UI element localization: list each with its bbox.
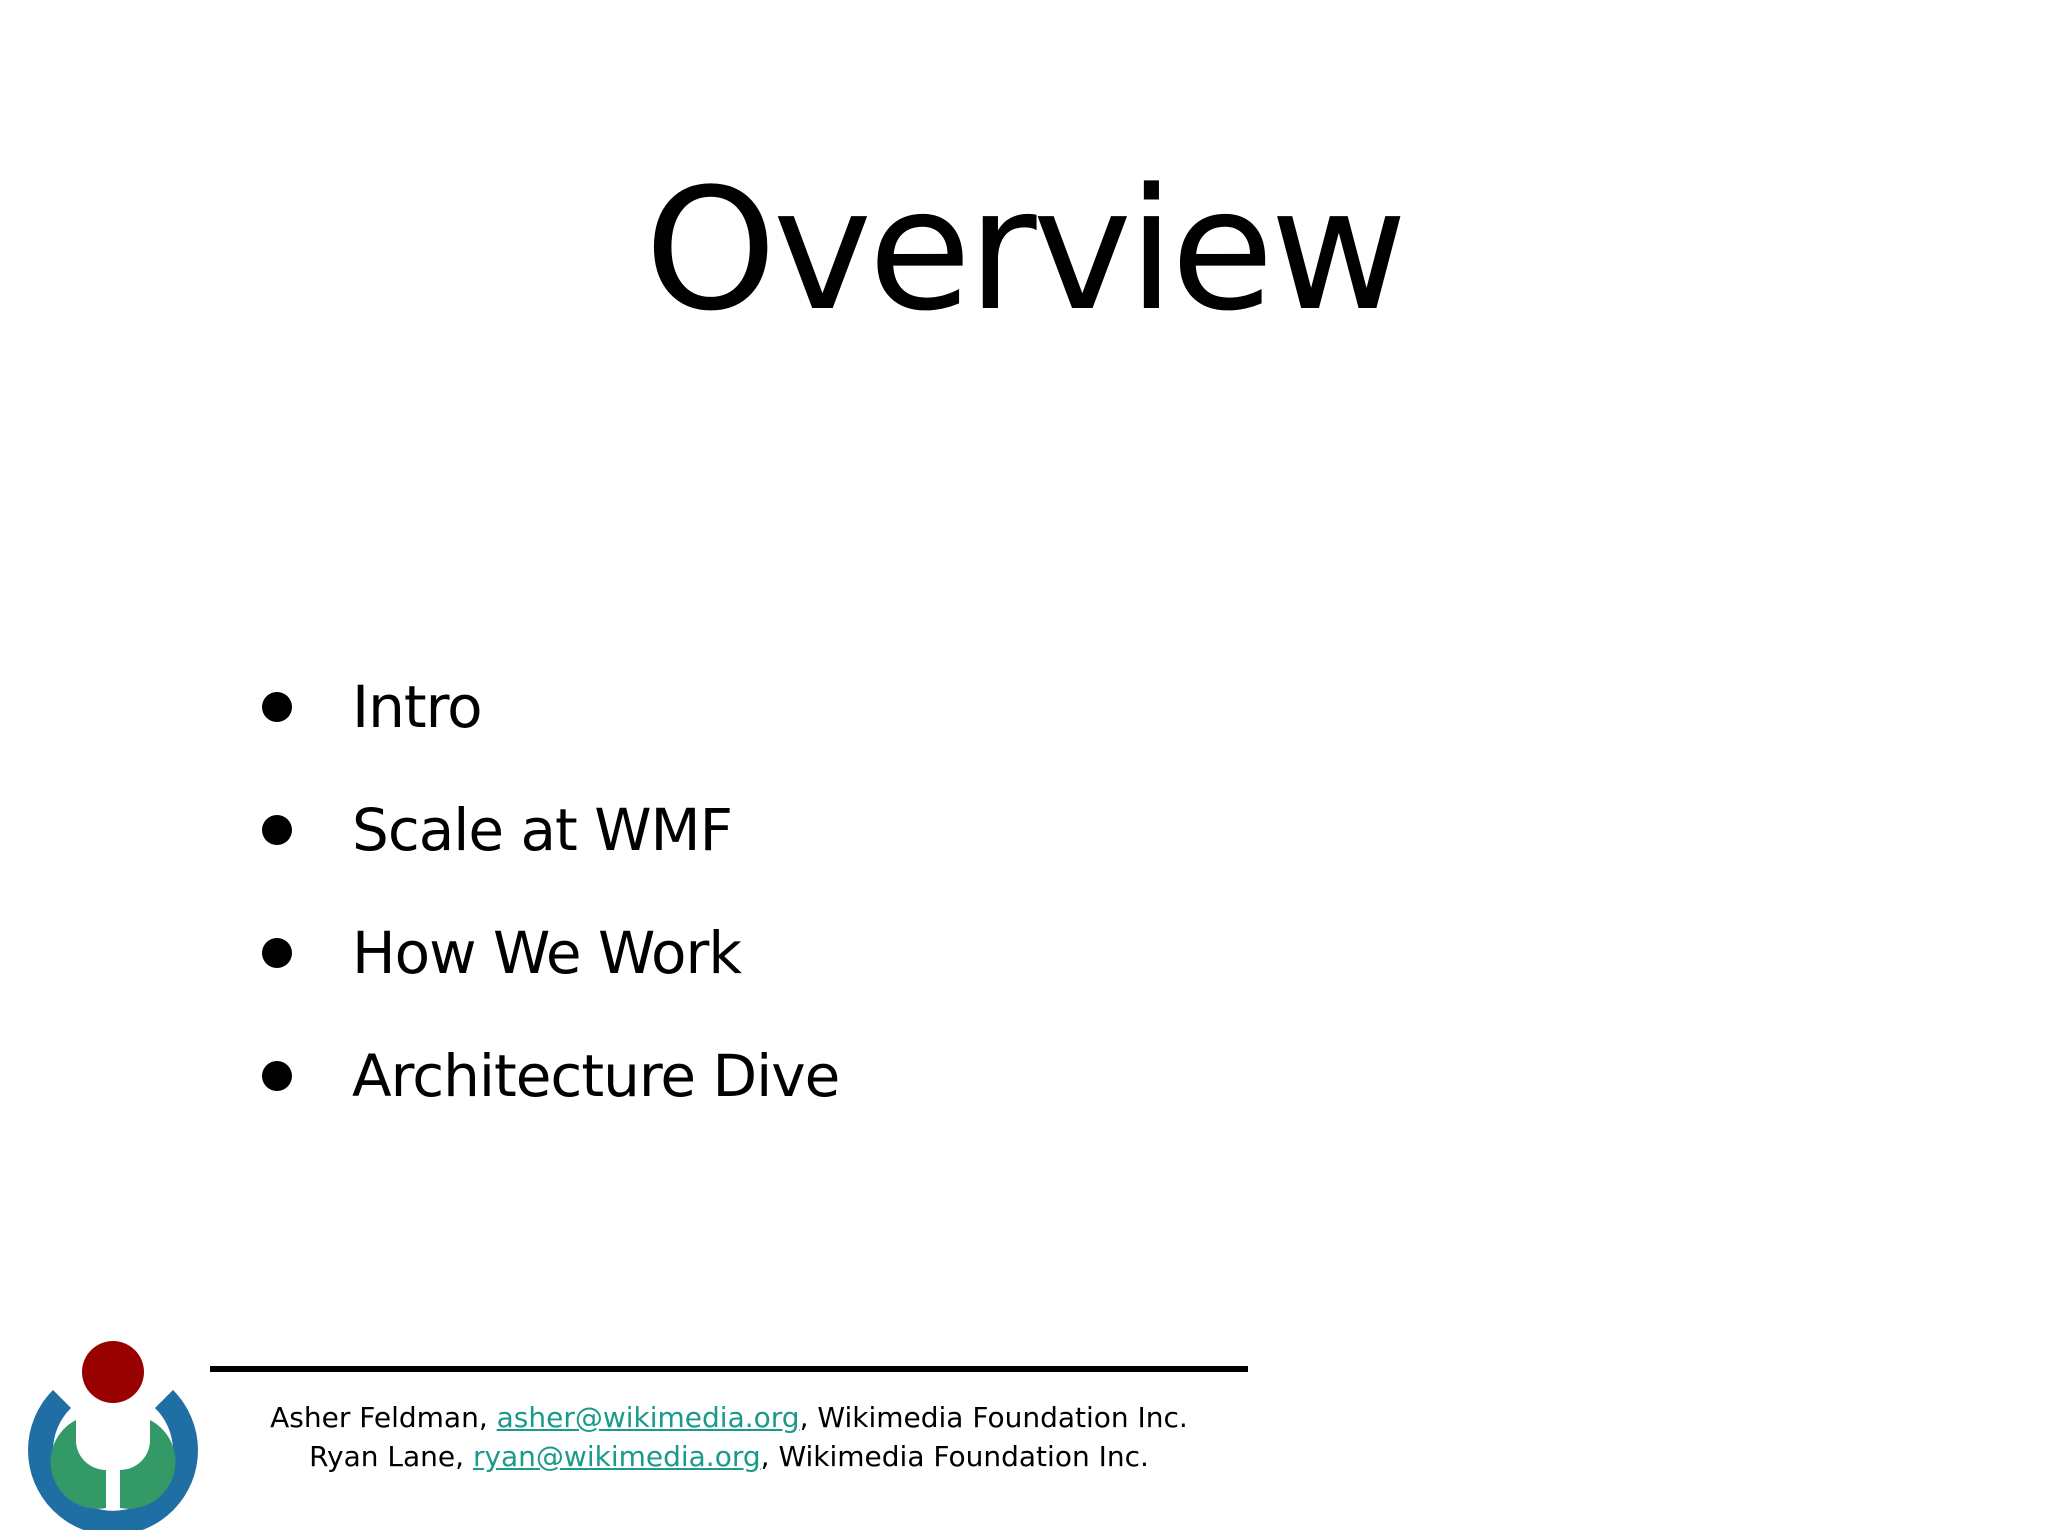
footer — [210, 1398, 1248, 1476]
email-link-ryan[interactable]: ryan@wikimedia.org — [472, 1440, 761, 1473]
footer-line-asher — [210, 1398, 1248, 1437]
bullet-list — [262, 645, 839, 1137]
footer-line-ryan — [210, 1437, 1248, 1476]
slide-title: Overview — [644, 152, 1404, 348]
bullet-label: Architecture Dive — [352, 1041, 840, 1110]
bullet-dot-icon — [262, 692, 292, 722]
wikimedia-logo-icon — [18, 1330, 208, 1530]
footer-org: , Wikimedia Foundation Inc. — [760, 1440, 1149, 1473]
bullet-dot-icon — [262, 1061, 292, 1091]
footer-divider — [210, 1366, 1248, 1372]
footer-org: , Wikimedia Foundation Inc. — [799, 1401, 1188, 1434]
bullet-dot-icon — [262, 815, 292, 845]
bullet-item-architecture — [262, 1014, 839, 1137]
bullet-dot-icon — [262, 938, 292, 968]
bullet-label: How We Work — [352, 918, 741, 987]
footer-name: Asher Feldman, — [270, 1401, 497, 1434]
bullet-label: Intro — [352, 672, 482, 741]
logo-dot — [82, 1341, 144, 1403]
bullet-item-how-we-work — [262, 891, 839, 1014]
footer-name: Ryan Lane, — [309, 1440, 473, 1473]
bullet-item-scale — [262, 768, 839, 891]
bullet-label: Scale at WMF — [352, 795, 732, 864]
bullet-item-intro — [262, 645, 839, 768]
email-link-asher[interactable]: asher@wikimedia.org — [496, 1401, 800, 1434]
